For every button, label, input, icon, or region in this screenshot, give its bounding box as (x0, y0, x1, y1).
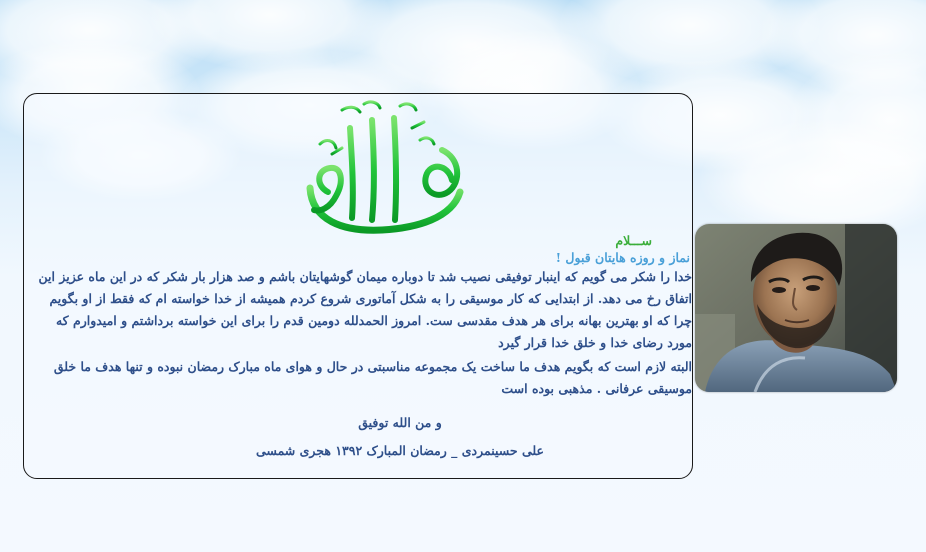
signature-line: علی حسینمردی _ رمضان المبارک ۱۳۹۲ هجری شمسی (256, 443, 544, 458)
greeting: ســـلام (615, 233, 652, 248)
closing-line: و من الله توفیق (358, 415, 442, 430)
portrait-photo-icon (695, 224, 897, 392)
paragraph-intro: خدا را شکر می گویم که اینبار توفیقی نصیب شد تا دوباره میمان گوشهایتان باشم و صد هزار بار شکر که در این ماه عزیز این اتفاق رخ می دهد. از ابتدایی که کار موسیقی را به شکل آماتوری شروع کردم همیشه از خدا خواسته ام که فقط از او بگویم چرا که او بهترین بهانه برای هر هدف مقدسی ست. امروز الحمدلله دومین قدم را برای این خواسته برداشتم و امیدوارم که مورد رضای خدا و خلق خدا قرار گیرد (38, 269, 692, 350)
huwallah-calligraphy-icon (302, 100, 467, 245)
paragraph-purpose: البته لازم است که بگویم هدف ما ساخت یک مجموعه مناسبتی در حال و هوای ماه مبارک رمضان نبوده و تنها هدف ما خلق موسیقی عرفانی . مذهبی بوده است (53, 359, 692, 396)
message-text (28, 232, 692, 462)
calligraphy-emblem (302, 100, 467, 245)
sub-greeting: نماز و روزه هایتان قبول ! (555, 250, 690, 265)
portrait-photo (695, 224, 897, 392)
